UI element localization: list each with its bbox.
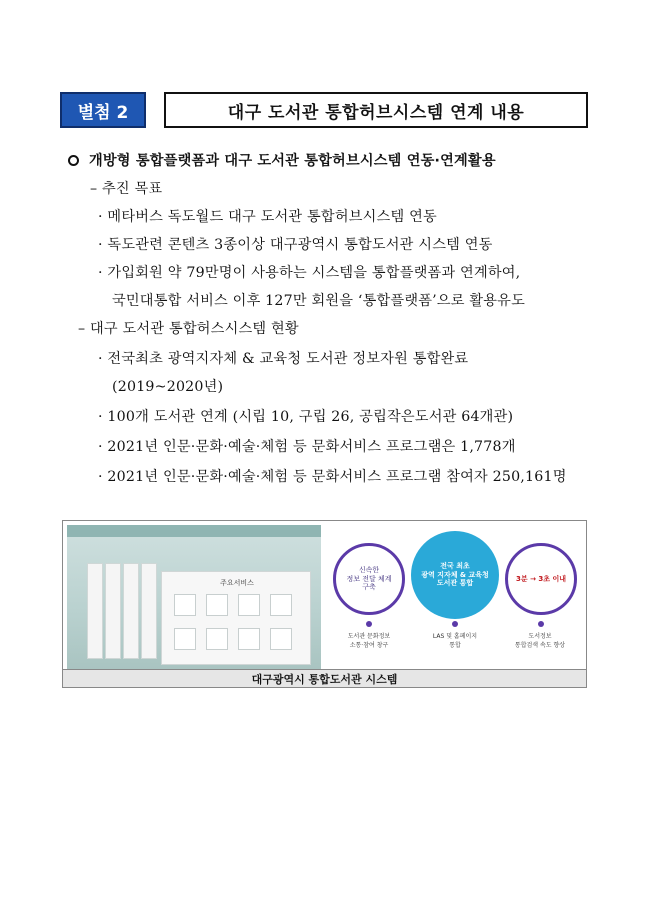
goal-item: · 가입회원 약 79만명이 사용하는 시스템을 통합플랫폼과 연계하여, xyxy=(98,265,521,281)
label-culture-info: 도서관 문화정보 소통·참여 창구 xyxy=(347,633,391,649)
attachment-title: 대구 도서관 통합허브시스템 연계 내용 xyxy=(164,92,588,128)
main-services-panel xyxy=(161,571,311,665)
status-item: · 2021년 인문·문화·예술·체험 등 문화서비스 프로그램은 1,778개 xyxy=(98,439,516,455)
service-tile xyxy=(270,628,292,650)
main-services-title: 주요서비스 xyxy=(220,579,254,587)
service-tile xyxy=(238,628,260,650)
service-tile xyxy=(238,594,260,616)
goal-item: · 독도관련 콘텐츠 3종이상 대구광역시 통합도서관 시스템 연동 xyxy=(98,237,493,253)
nationwide-first-circle: 전국 최초 광역 지자체 & 교육청 도서관 통합 xyxy=(411,531,499,619)
system-figure xyxy=(62,520,587,688)
section-heading-text: 개방형 통합플랫폼과 대구 도서관 통합허브시스템 연동·연계활용 xyxy=(89,153,496,169)
section-heading xyxy=(68,150,496,170)
book-card xyxy=(87,563,103,659)
fast-info-circle: 신속한 정보 전달 체계 구축 xyxy=(333,543,405,615)
subheading-goal: – 추진 목표 xyxy=(90,181,163,197)
status-item: · 전국최초 광역지자체 & 교육청 도서관 정보자원 통합완료 xyxy=(98,351,469,367)
attachment-badge: 별첨 2 xyxy=(60,92,146,128)
connector-dot xyxy=(452,621,458,627)
figure-caption: 대구광역시 통합도서관 시스템 xyxy=(63,669,586,687)
attachment-header xyxy=(60,92,588,128)
integration-diagram xyxy=(325,525,583,669)
goal-item: · 메타버스 독도월드 대구 도서관 통합허브시스템 연동 xyxy=(98,209,437,225)
book-card xyxy=(141,563,157,659)
speed-circle: 3분 → 3초 이내 xyxy=(505,543,577,615)
label-search-speed: 도서정보 통합검색 속도 향상 xyxy=(514,633,566,649)
status-item: · 2021년 인문·문화·예술·체험 등 문화서비스 프로그램 참여자 250,161명 xyxy=(98,469,567,485)
subheading-status: – 대구 도서관 통합허스시스템 현황 xyxy=(78,321,299,337)
status-item: · 100개 도서관 연계 (시립 10, 구립 26, 공립작은도서관 64개관) xyxy=(98,409,514,425)
service-tile xyxy=(174,594,196,616)
circle-bullet-icon xyxy=(68,155,79,166)
connector-dot xyxy=(366,621,372,627)
library-website-screenshot xyxy=(67,525,321,669)
service-tile xyxy=(174,628,196,650)
service-tile xyxy=(206,594,228,616)
connector-dot xyxy=(538,621,544,627)
label-las-homepage: LAS 및 홈페이지 통합 xyxy=(432,633,478,649)
status-item-continued: (2019~2020년) xyxy=(112,379,224,395)
website-nav-bar xyxy=(67,525,321,537)
goal-item-continued: 국민대통합 서비스 이후 127만 회원을 ‘통합플랫폼’으로 활용유도 xyxy=(112,293,525,309)
book-card xyxy=(123,563,139,659)
service-tile xyxy=(270,594,292,616)
service-tile xyxy=(206,628,228,650)
book-card xyxy=(105,563,121,659)
